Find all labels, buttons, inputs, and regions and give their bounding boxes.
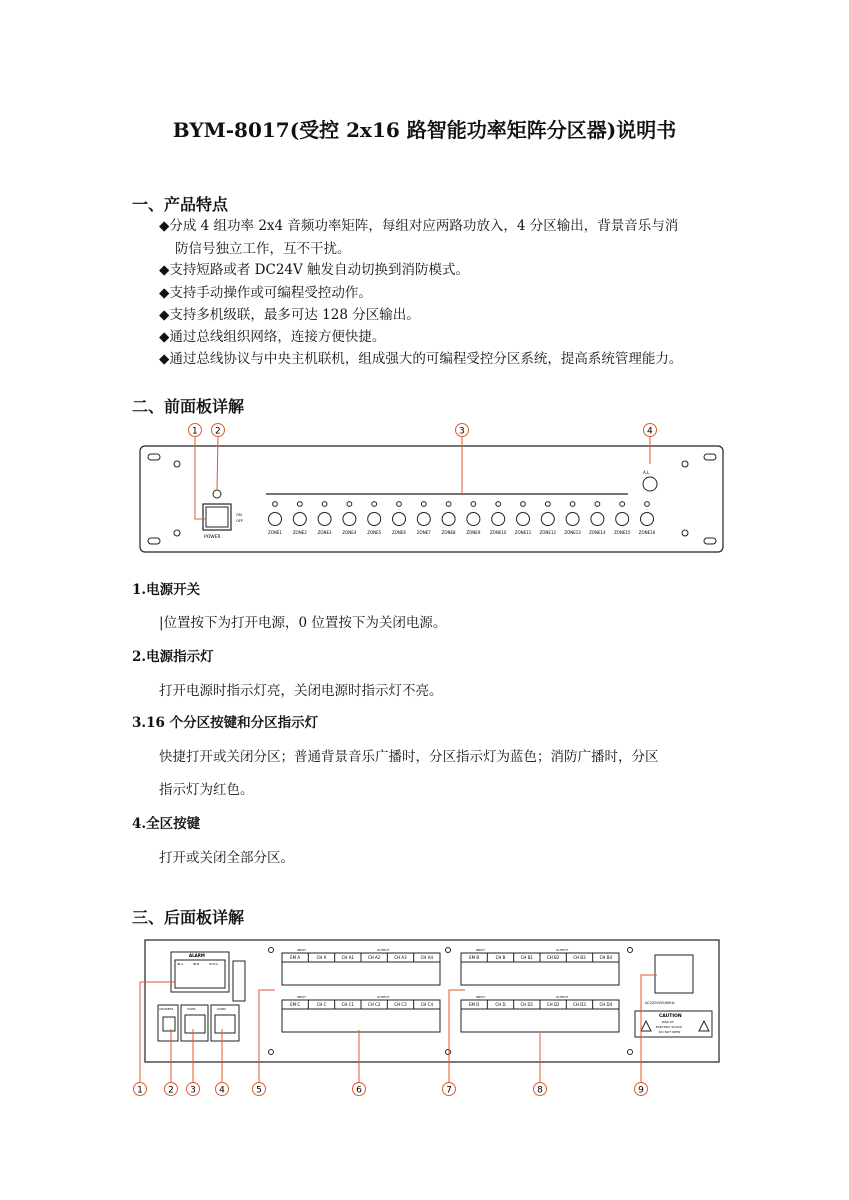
zone-indicator — [421, 502, 426, 507]
feature-bullet: ◆通过总线协议与中央主机联机，组成强大的可编程受控分区系统，提高系统管理能力。 — [159, 351, 683, 367]
com2-label: COM2 — [217, 1007, 226, 1011]
feature-bullet: ◆通过总线组织网络，连接方便快捷。 — [159, 329, 386, 345]
input-label: INPUT — [476, 995, 485, 999]
terminal-channel-label: CH D1 — [520, 1002, 534, 1007]
zone-button[interactable] — [641, 513, 654, 526]
terminal-channel-label: CH D4 — [599, 1002, 613, 1007]
terminal-channel-label: CH A3 — [394, 955, 407, 960]
rear-callout-number: 3 — [190, 1085, 196, 1096]
zone-indicator — [471, 502, 476, 507]
zone-button[interactable] — [269, 513, 282, 526]
zone-button[interactable] — [442, 513, 455, 526]
output-label: OUTPUT — [556, 995, 569, 999]
zone-indicator — [645, 502, 650, 507]
terminal-channel-label: CH A — [316, 955, 327, 960]
front-callout-1: 1 — [192, 426, 198, 437]
zone-label: ZONE13 — [564, 530, 581, 535]
item3-title: 3.16 个分区按键和分区指示灯 — [132, 715, 319, 731]
feature-bullet: ◆分成 4 组功率 2x4 音频功率矩阵，每组对应两路功放入，4 分区输出，背景音乐与消 — [159, 218, 679, 234]
feature-bullet: ◆支持多机级联，最多可达 128 分区输出。 — [159, 307, 420, 323]
alarm-port-label: IN-A — [177, 962, 184, 966]
item2-text: 打开电源时指示灯亮，关闭电源时指示灯不亮。 — [159, 683, 443, 699]
zone-button[interactable] — [467, 513, 480, 526]
zone-indicator — [446, 502, 451, 507]
rear-callout-number: 9 — [638, 1085, 644, 1096]
rear-callout-number: 2 — [168, 1085, 174, 1096]
zone-indicator — [545, 502, 550, 507]
address-label: ADDRESS — [159, 1007, 174, 1011]
zone-button[interactable] — [517, 513, 530, 526]
item1-text: |位置按下为打开电源，0 位置按下为关闭电源。 — [159, 615, 447, 631]
item4-text: 打开或关闭全部分区。 — [159, 850, 294, 866]
zone-label: ZONE15 — [613, 530, 631, 535]
input-label: INPUT — [297, 995, 306, 999]
zone-indicator — [570, 502, 575, 507]
zone-buttons — [268, 502, 656, 535]
rear-panel-diagram — [125, 935, 725, 1105]
zone-indicator — [297, 502, 302, 507]
zone-indicator — [521, 502, 526, 507]
zone-label: ZONE1 — [268, 530, 282, 535]
feature-bullet-cont: 防信号独立工作，互不干扰。 — [175, 241, 351, 257]
terminal-channel-label: CH C2 — [367, 1002, 381, 1007]
terminal-channel-label: EM A — [290, 955, 301, 960]
zone-label: ZONE14 — [589, 530, 606, 535]
feature-bullet: ◆支持手动操作或可编程受控动作。 — [159, 285, 372, 301]
terminal-channel-label: EM B — [469, 955, 480, 960]
front-panel-diagram — [130, 418, 730, 558]
alarm-label: ALARM — [189, 953, 205, 958]
zone-button[interactable] — [492, 513, 505, 526]
zone-indicator — [273, 502, 278, 507]
caution-title: CAUTION — [659, 1014, 682, 1019]
item4-title: 4.全区按键 — [132, 816, 201, 832]
terminal-channel-label: CH C4 — [420, 1002, 434, 1007]
zone-button[interactable] — [616, 513, 629, 526]
terminal-channel-label: CH C — [316, 1002, 327, 1007]
terminal-channel-label: EM C — [290, 1002, 301, 1007]
rear-callout-number: 6 — [356, 1085, 362, 1096]
caution-line: DO NOT OPEN — [659, 1030, 681, 1034]
caution-line: RISK OF — [662, 1020, 674, 1024]
output-label: OUTPUT — [377, 995, 390, 999]
section3-heading: 三、后面板详解 — [132, 908, 245, 927]
zone-label: ZONE2 — [292, 530, 307, 535]
zone-label: ZONE10 — [489, 530, 507, 535]
section2-heading: 二、前面板详解 — [132, 397, 245, 416]
zone-label: ZONE6 — [392, 530, 406, 535]
item2-title: 2.电源指示灯 — [132, 649, 214, 665]
item1-title: 1.电源开关 — [132, 582, 201, 598]
input-label: INPUT — [476, 948, 485, 952]
all-zone-label: A.L — [643, 470, 650, 475]
terminal-channel-label: CH B2 — [546, 955, 560, 960]
rear-callouts — [134, 1083, 648, 1096]
rear-callout-number: 4 — [219, 1085, 225, 1096]
zone-label: ZONE12 — [539, 530, 557, 535]
terminal-channel-label: CH B1 — [520, 955, 534, 960]
terminal-channel-label: CH A1 — [341, 955, 355, 960]
output-label: OUTPUT — [556, 948, 569, 952]
feature-bullet: ◆支持短路或者 DC24V 触发自动切换到消防模式。 — [159, 262, 470, 278]
zone-label: ZONE9 — [466, 530, 481, 535]
zone-label: ZONE7 — [416, 530, 431, 535]
power-label: POWER — [204, 535, 221, 540]
alarm-port-label: OUT-A — [209, 962, 219, 966]
zone-label: ZONE8 — [441, 530, 456, 535]
item3-text: 快捷打开或关闭分区；普通背景音乐广播时，分区指示灯为蓝色；消防广播时，分区 — [159, 749, 659, 765]
zone-button[interactable] — [293, 513, 306, 526]
off-label: OFF — [236, 518, 244, 523]
front-callout-4: 4 — [647, 426, 653, 437]
zone-button[interactable] — [541, 513, 554, 526]
zone-label: ZONE5 — [367, 530, 382, 535]
zone-indicator — [322, 502, 327, 507]
zone-label: ZONE3 — [317, 530, 332, 535]
zone-indicator — [372, 502, 377, 507]
zone-button[interactable] — [393, 513, 406, 526]
zone-indicator — [347, 502, 352, 507]
rear-callout-number: 1 — [137, 1085, 143, 1096]
rear-callout-number: 7 — [446, 1085, 452, 1096]
zone-button[interactable] — [566, 513, 579, 526]
caution-line: ELECTRIC SHOCK — [656, 1025, 682, 1029]
terminal-channel-label: CH C3 — [394, 1002, 407, 1007]
terminal-channel-label: EM D — [468, 1002, 480, 1007]
com1-label: COM1 — [187, 1007, 196, 1011]
output-label: OUTPUT — [377, 948, 390, 952]
terminal-channel-label: CH D2 — [546, 1002, 560, 1007]
rear-callout-number: 8 — [537, 1085, 543, 1096]
zone-button[interactable] — [368, 513, 381, 526]
zone-button[interactable] — [417, 513, 430, 526]
zone-indicator — [397, 502, 402, 507]
zone-label: ZONE16 — [638, 530, 656, 535]
terminal-channel-label: CH A4 — [420, 955, 434, 960]
input-label: INPUT — [297, 948, 306, 952]
item3-text-cont: 指示灯为红色。 — [159, 782, 254, 798]
terminal-channel-label: CH C1 — [341, 1002, 355, 1007]
zone-label: ZONE4 — [342, 530, 357, 535]
terminal-channel-label: CH D — [495, 1002, 506, 1007]
terminal-channel-label: CH B3 — [573, 955, 586, 960]
zone-indicator — [595, 502, 600, 507]
zone-indicator — [496, 502, 501, 507]
terminal-channel-label: CH A2 — [367, 955, 381, 960]
zone-button[interactable] — [343, 513, 356, 526]
document-title: BYM-8017(受控 2x16 路智能功率矩阵分区器)说明书 — [172, 118, 677, 142]
alarm-port-label: IN-B — [193, 962, 200, 966]
on-label: ON — [236, 512, 242, 517]
front-callout-2: 2 — [215, 426, 221, 437]
front-callout-3: 3 — [459, 426, 465, 437]
section1-heading: 一、产品特点 — [132, 195, 229, 214]
zone-button[interactable] — [591, 513, 604, 526]
zone-indicator — [620, 502, 625, 507]
terminal-channel-label: CH B4 — [599, 955, 613, 960]
power-spec: AC220V/50/60Hz — [645, 1001, 675, 1005]
terminal-channel-label: CH D3 — [573, 1002, 586, 1007]
rear-callout-number: 5 — [256, 1085, 262, 1096]
terminal-channel-label: CH B — [495, 955, 506, 960]
zone-button[interactable] — [318, 513, 331, 526]
zone-label: ZONE11 — [514, 530, 532, 535]
